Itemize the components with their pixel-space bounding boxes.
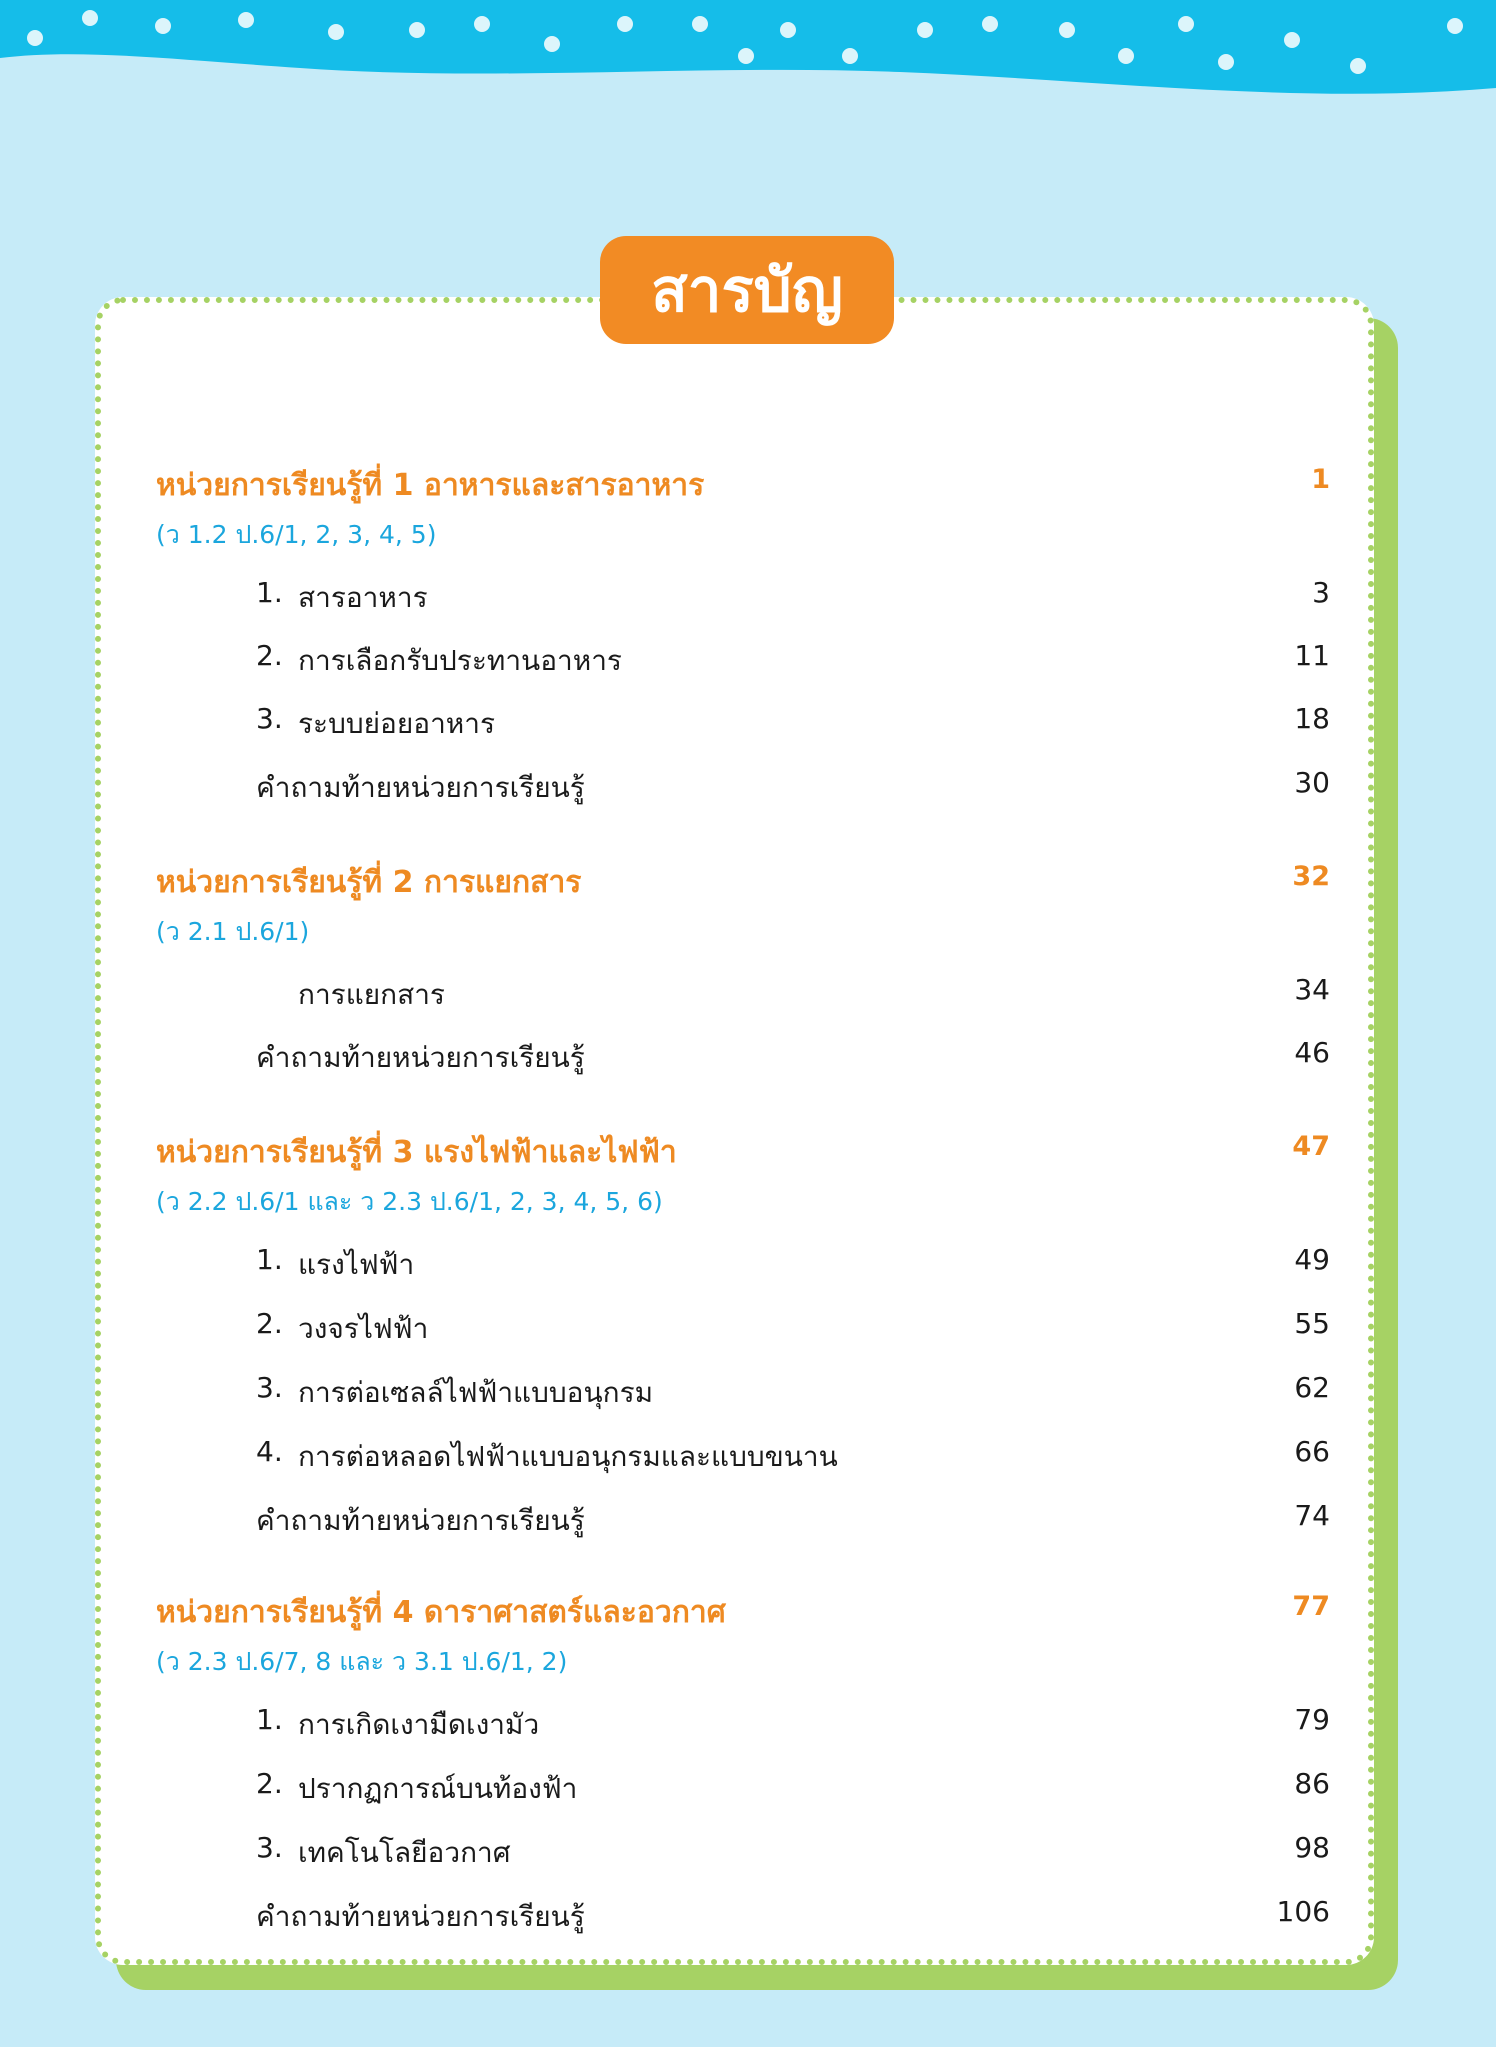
- entry-label: การแยกสาร: [298, 978, 445, 1011]
- entry-label: ปรากฏการณ์บนท้องฟ้า: [298, 1772, 578, 1805]
- unit-page-number: 47: [1292, 1131, 1330, 1162]
- entry-page: 3: [1312, 576, 1330, 609]
- unit-standards: (ว 2.2 ป.6/1 และ ว 2.3 ป.6/1, 2, 3, 4, 5, 6): [156, 1187, 663, 1216]
- unit-title: หน่วยการเรียนรู้ที่ 4 ดาราศาสตร์และอวกาศ: [156, 1595, 726, 1630]
- entry-label: ระบบย่อยอาหาร: [298, 707, 496, 740]
- entry-page: 18: [1294, 702, 1330, 735]
- unit-title: หน่วยการเรียนรู้ที่ 3 แรงไฟฟ้าและไฟฟ้า: [156, 1135, 677, 1170]
- entry-page: 74: [1294, 1499, 1330, 1532]
- entry-label: คำถามท้ายหน่วยการเรียนรู้: [256, 771, 585, 804]
- entry-number: 1.: [256, 1703, 283, 1736]
- page-title: สารบัญ: [600, 236, 894, 344]
- unit-title: หน่วยการเรียนรู้ที่ 1 อาหารและสารอาหาร: [156, 468, 705, 503]
- entry-page: 98: [1294, 1831, 1330, 1864]
- entry-number: 4.: [256, 1435, 283, 1468]
- unit-standards: (ว 1.2 ป.6/1, 2, 3, 4, 5): [156, 520, 437, 549]
- entry-number: 1.: [256, 1243, 283, 1276]
- entry-label: การเกิดเงามืดเงามัว: [298, 1708, 540, 1741]
- unit-standards: (ว 2.3 ป.6/7, 8 และ ว 3.1 ป.6/1, 2): [156, 1647, 568, 1676]
- entry-page: 106: [1276, 1895, 1330, 1928]
- entry-page: 49: [1294, 1243, 1330, 1276]
- entry-page: 86: [1294, 1767, 1330, 1800]
- unit-title: หน่วยการเรียนรู้ที่ 2 การแยกสาร: [156, 865, 582, 900]
- entry-page: 62: [1294, 1371, 1330, 1404]
- entry-page: 66: [1294, 1435, 1330, 1468]
- entry-label: วงจรไฟฟ้า: [298, 1312, 429, 1345]
- entry-label: คำถามท้ายหน่วยการเรียนรู้: [256, 1041, 585, 1074]
- entry-label: การต่อเซลล์ไฟฟ้าแบบอนุกรม: [298, 1376, 654, 1409]
- unit-page-number: 1: [1311, 464, 1330, 495]
- entry-page: 30: [1294, 766, 1330, 799]
- unit-standards: (ว 2.1 ป.6/1): [156, 917, 310, 946]
- entry-page: 11: [1294, 639, 1330, 672]
- entry-number: 3.: [256, 1371, 283, 1404]
- entry-label: สารอาหาร: [298, 581, 428, 614]
- entry-page: 34: [1294, 973, 1330, 1006]
- entry-number: 3.: [256, 702, 283, 735]
- entry-number: 2.: [256, 1307, 283, 1340]
- entry-page: 55: [1294, 1307, 1330, 1340]
- entry-number: 1.: [256, 576, 283, 609]
- entry-number: 3.: [256, 1831, 283, 1864]
- top-wave-decoration: [0, 0, 1496, 110]
- entry-label: เทคโนโลยีอวกาศ: [298, 1836, 511, 1869]
- unit-page-number: 77: [1292, 1591, 1330, 1622]
- entry-page: 46: [1294, 1036, 1330, 1069]
- entry-label: การเลือกรับประทานอาหาร: [298, 644, 622, 677]
- entry-label: การต่อหลอดไฟฟ้าแบบอนุกรมและแบบขนาน: [298, 1440, 838, 1473]
- unit-page-number: 32: [1292, 861, 1330, 892]
- toc-card: [95, 297, 1374, 1965]
- entry-label: แรงไฟฟ้า: [298, 1248, 415, 1281]
- entry-page: 79: [1294, 1703, 1330, 1736]
- entry-number: 2.: [256, 639, 283, 672]
- entry-label: คำถามท้ายหน่วยการเรียนรู้: [256, 1900, 585, 1933]
- entry-number: 2.: [256, 1767, 283, 1800]
- entry-label: คำถามท้ายหน่วยการเรียนรู้: [256, 1504, 585, 1537]
